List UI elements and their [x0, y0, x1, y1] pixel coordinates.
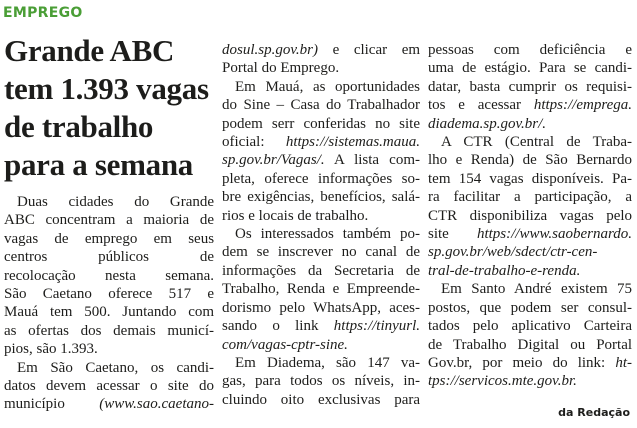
text-line: município (www.sao.caetano-	[4, 396, 214, 413]
text-line: pessoas com deficiência e	[428, 42, 633, 58]
text-line: tos e acessar https://emprega.	[428, 97, 633, 114]
text-line: sando o link https://tinyurl.	[222, 318, 421, 335]
text-line: pios, são 1.393.	[4, 341, 98, 358]
text-line: tados pelo aplicativo Carteira	[428, 318, 633, 335]
text-line: São Caetano oferece 517 e	[4, 286, 215, 303]
text-line: Em Mauá, as oportunidades	[235, 78, 421, 95]
text-line: Os interessados também po-	[235, 226, 420, 243]
text-line: bre exigências, benefícios, salá-	[222, 189, 421, 206]
text-line: datar, basta cumprir os requisi-	[428, 78, 632, 95]
section-tag: EMPREGO	[3, 5, 83, 21]
text-line: A CTR (Central de Traba-	[441, 134, 633, 151]
text-line: Mauá tem 500. Juntando com	[4, 304, 215, 321]
text-line: postos, que podem ser consul-	[428, 299, 633, 316]
text-line: de Trabalho Digital ou Portal	[428, 336, 633, 353]
text-line: ra facilitar a participação, a	[428, 189, 632, 206]
text-line: tps://servicos.mte.gov.br.	[428, 373, 577, 390]
text-line: oficial: https://sistemas.maua.	[222, 134, 420, 151]
headline-line: de trabalho	[4, 109, 154, 144]
headline-line: para a semana	[4, 147, 193, 182]
text-line: pleta, oferece informações so-	[222, 170, 421, 187]
text-line: as ofertas dos demais municí-	[4, 322, 214, 339]
text-line: Em Diadema, são 147 va-	[235, 354, 421, 371]
text-line: recolocação nesta semana.	[4, 267, 215, 284]
article-column-1	[4, 193, 214, 414]
text-line: dem se inscrever no canal de	[222, 244, 421, 261]
byline-credit: da Redação	[558, 406, 630, 419]
text-line: podem serr conferidas no site	[222, 115, 421, 132]
text-line: Duas cidades do Grande	[17, 194, 215, 210]
text-line: tral-de-trabalho-e-renda.	[428, 262, 581, 279]
text-line: dosul.sp.gov.br) e clicar em	[222, 42, 421, 58]
article-column-2	[222, 41, 420, 409]
text-line: Em São Caetano, os candi-	[17, 359, 215, 376]
text-line: Gov.br, por meio do link: ht-	[428, 354, 632, 371]
text-line: sp.gov.br/web/sdect/ctr-cen-	[428, 244, 598, 261]
text-line: site https://www.saobernardo.	[428, 226, 632, 243]
text-line: diadema.sp.gov.br/.	[428, 115, 547, 132]
text-line: cluindo oito exclusivas para	[222, 391, 421, 408]
headline-line: Grande ABC	[4, 33, 175, 68]
headline-line: tem 1.393 vagas	[4, 71, 209, 106]
text-line: tem 154 vagas disponíveis. Pa-	[428, 170, 632, 187]
text-line: centros públicos de	[4, 249, 214, 266]
text-line: CTR disponibiliza vagas pelo	[428, 207, 633, 224]
headline	[4, 32, 214, 184]
text-line: ABC concentram a maioria de	[4, 212, 215, 229]
text-line: informações da Secretaria de	[222, 262, 421, 279]
text-line: uma de estágio. Para se candi-	[428, 60, 633, 77]
text-line: Trabalho, Renda e Empreende-	[222, 281, 421, 298]
text-line: sp.gov.br/Vagas/. A lista com-	[222, 152, 420, 169]
text-line: dorismo pelo WhatsApp, aces-	[222, 299, 421, 316]
text-line: gas, para todos os níveis, in-	[222, 373, 421, 390]
text-line: datos devem acessar o site do	[4, 378, 215, 395]
text-line: rios e locais de trabalho.	[222, 207, 369, 224]
text-line: Em Santo André existem 75	[441, 281, 633, 298]
text-line: com/vagas-cptr-sine.	[222, 336, 348, 353]
text-line: Portal do Emprego.	[222, 60, 340, 77]
text-line: vagas de emprego em seus	[4, 230, 215, 247]
article-column-3	[428, 41, 632, 391]
text-line: lho e Renda) de São Bernardo	[428, 152, 632, 169]
text-line: do Sine – Casa do Trabalhador	[222, 97, 421, 114]
